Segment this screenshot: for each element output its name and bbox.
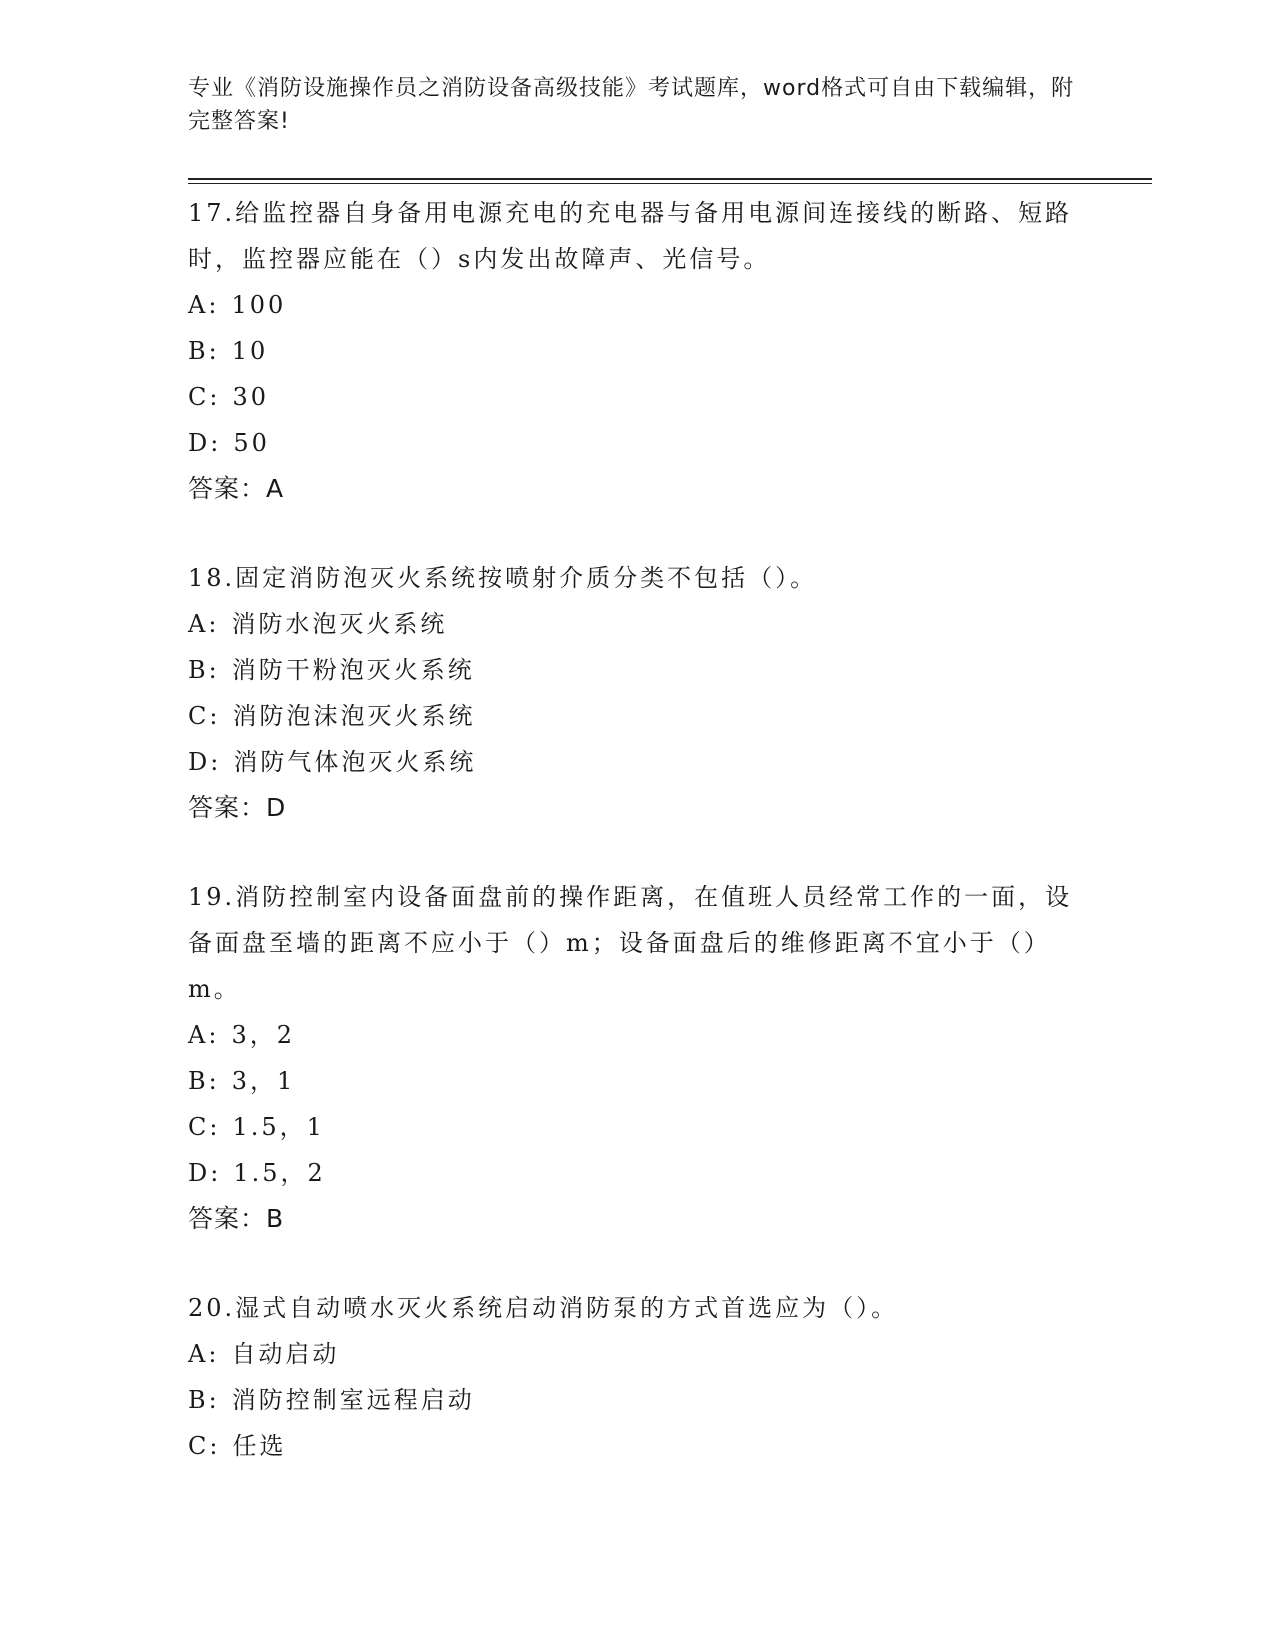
- answer-line: 答案：A: [188, 474, 285, 503]
- option-b: [188, 1377, 1088, 1423]
- option-letter: A: [188, 1021, 209, 1049]
- option-a: [188, 282, 1088, 328]
- option-text: 10: [231, 337, 269, 365]
- option-text: 消防控制室远程启动: [231, 1386, 475, 1414]
- option-letter: A: [188, 1340, 209, 1368]
- option-separator: :: [210, 748, 222, 776]
- option-separator: :: [208, 337, 220, 365]
- option-d: [188, 1150, 1088, 1196]
- option-letter: D: [188, 429, 211, 457]
- option-d: [188, 739, 1088, 785]
- question-18: [188, 555, 1088, 831]
- option-separator: :: [210, 1159, 222, 1187]
- option-letter: A: [188, 291, 209, 319]
- option-text: 3，1: [231, 1067, 296, 1095]
- question-stem: 17.给监控器自身备用电源充电的充电器与备用电源间连接线的断路、短路时，监控器应能在（）s内发出故障声、光信号。: [188, 199, 1073, 273]
- question-stem: 20.湿式自动喷水灭火系统启动消防泵的方式首选应为（）。: [188, 1294, 899, 1322]
- option-text: 任选: [232, 1432, 287, 1460]
- option-d: [188, 420, 1088, 466]
- option-a: [188, 1012, 1088, 1058]
- question-20: [188, 1285, 1088, 1469]
- option-text: 1.5，1: [232, 1113, 325, 1141]
- answer-line: 答案：D: [188, 793, 287, 822]
- option-text: 50: [233, 429, 270, 457]
- header-divider: [188, 178, 1152, 180]
- option-separator: :: [208, 1340, 220, 1368]
- option-c: [188, 1423, 1088, 1469]
- option-text: 消防气体泡灭火系统: [233, 748, 477, 776]
- option-separator: :: [208, 1386, 220, 1414]
- option-separator: :: [209, 702, 221, 730]
- option-separator: :: [208, 656, 220, 684]
- option-letter: D: [188, 748, 211, 776]
- question-list: [188, 190, 1088, 1512]
- question-stem: 19.消防控制室内设备面盘前的操作距离，在值班人员经常工作的一面，设备面盘至墙的距离不应小于（）m；设备面盘后的维修距离不宜小于（）m。: [188, 883, 1073, 1003]
- option-separator: :: [209, 1113, 221, 1141]
- option-text: 3，2: [231, 1021, 295, 1049]
- option-letter: B: [188, 1386, 209, 1414]
- option-separator: :: [208, 1021, 220, 1049]
- option-letter: D: [188, 1159, 211, 1187]
- option-text: 30: [232, 383, 270, 411]
- question-19: [188, 874, 1088, 1242]
- option-letter: B: [188, 656, 209, 684]
- option-letter: C: [188, 1113, 210, 1141]
- option-b: [188, 647, 1088, 693]
- option-separator: :: [208, 291, 220, 319]
- option-separator: :: [209, 1432, 221, 1460]
- option-c: [188, 374, 1088, 420]
- question-stem: 18.固定消防泡灭火系统按喷射介质分类不包括（）。: [188, 564, 818, 592]
- option-letter: B: [188, 337, 209, 365]
- option-a: [188, 601, 1088, 647]
- answer-line: 答案：B: [188, 1204, 285, 1233]
- option-text: 消防泡沫泡灭火系统: [232, 702, 476, 730]
- document-header: 专业《消防设施操作员之消防设备高级技能》考试题库，word格式可自由下载编辑，附完整答案!: [188, 76, 1075, 134]
- option-separator: :: [209, 383, 221, 411]
- option-text: 消防干粉泡灭火系统: [231, 656, 475, 684]
- option-letter: B: [188, 1067, 209, 1095]
- option-b: [188, 1058, 1088, 1104]
- option-a: [188, 1331, 1088, 1377]
- option-separator: :: [208, 1067, 220, 1095]
- option-text: 1.5，2: [233, 1159, 326, 1187]
- option-letter: C: [188, 1432, 210, 1460]
- option-letter: A: [188, 610, 209, 638]
- option-b: [188, 328, 1088, 374]
- header-divider-thin: [188, 183, 1152, 184]
- option-text: 100: [231, 291, 287, 319]
- question-17: [188, 190, 1088, 512]
- option-c: [188, 1104, 1088, 1150]
- option-letter: C: [188, 702, 210, 730]
- option-separator: :: [210, 429, 222, 457]
- option-separator: :: [208, 610, 220, 638]
- option-text: 消防水泡灭火系统: [231, 610, 448, 638]
- option-text: 自动启动: [231, 1340, 340, 1368]
- option-c: [188, 693, 1088, 739]
- option-letter: C: [188, 383, 210, 411]
